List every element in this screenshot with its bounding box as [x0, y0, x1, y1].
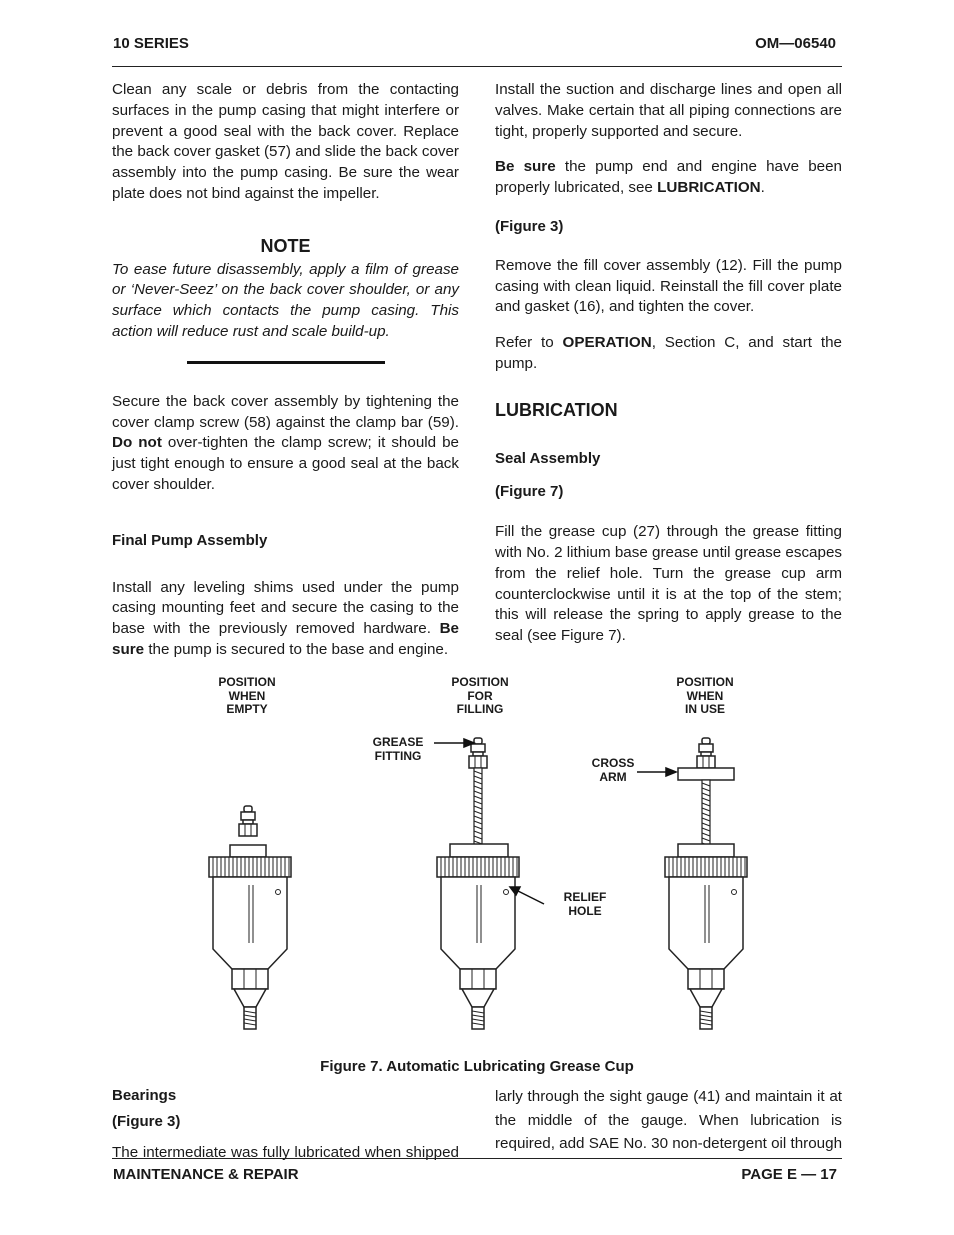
label-position-for-filling: POSITION FOR FILLING [451, 675, 509, 716]
label-grease-fitting: GREASE FITTING [372, 735, 424, 763]
footer-rule [112, 1158, 842, 1159]
operation-text-b: , Section C, and start the pump. [495, 334, 842, 372]
label-position-when-in-use: POSITION WHEN IN USE [676, 675, 734, 716]
lubrication-heading: LUBRICATION [495, 399, 618, 420]
seal-assembly-heading: Seal Assembly [495, 449, 601, 467]
header-series: 10 SERIES [113, 35, 189, 52]
operation-reference: OPERATION [562, 334, 652, 352]
grease-cup-filling [437, 738, 519, 1029]
figure-7-reference: (Figure 7) [495, 483, 564, 501]
lubricated-bold: Be sure [495, 158, 556, 176]
bearings-text-left: The intermediate was fully lubricated when shipped [112, 1144, 459, 1161]
back-cover-paragraph: Clean any scale or debris from the contacting surfaces in the pump casing that might interfere or prevent a good seal with the back cover. Replace the back cover gasket (57) and slide the back cover assembly into the pump casing. Be sure the wear plate does not bind against the impeller. [112, 81, 459, 202]
note-text: To ease future disassembly, apply a film of grease or ‘Never-Seez’ on the back cover shoulder, or any surface which contacts the pump casing. This action will reduce rust and scale build-up. [112, 260, 459, 340]
suction-lines-paragraph: Install the suction and discharge lines and open all valves. Make certain that all piping connections are tight, properly supported and secure. [495, 81, 842, 140]
final-text-b: the pump is secured to the base and engine. [148, 640, 449, 658]
bearings-figure-reference: (Figure 3) [112, 1113, 181, 1130]
final-pump-assembly-heading: Final Pump Assembly [112, 531, 268, 549]
final-text-a: Install any leveling shims used under the pump casing mounting feet and secure the casing to the base with the previously removed hardware. [112, 578, 459, 638]
label-position-when-empty: POSITION WHEN EMPTY [218, 675, 276, 716]
operation-text-a: Refer to [495, 334, 554, 352]
final-text-bold: Be sure [112, 620, 459, 658]
footer-page-number: PAGE E — 17 [741, 1166, 837, 1183]
lubricated-end: . [760, 179, 765, 197]
bearings-text-right: larly through the sight gauge (41) and maintain it at the middle of the gauge. When lubrication is required, add SAE No. 30 non-detergent oil through [495, 1088, 843, 1152]
bearings-heading: Bearings [112, 1087, 177, 1104]
grease-cup-in-use [665, 738, 747, 1029]
label-relief-hole: RELIEF HOLE [563, 890, 607, 918]
grease-cup-paragraph: Fill the grease cup (27) through the grease fitting with No. 2 lithium base grease until grease escapes from the relief hole. Turn the grease cup arm counterclockwise until it is at the top of the stem; this will release the spring to apply grease to the seal (see Figure 7). [495, 523, 842, 645]
label-cross-arm: CROSS ARM [591, 756, 635, 784]
footer-section: MAINTENANCE & REPAIR [113, 1166, 299, 1183]
figure-caption: Figure 7. Automatic Lubricating Grease Cup [320, 1058, 634, 1075]
lubrication-reference: LUBRICATION [657, 179, 761, 197]
fill-cover-paragraph: Remove the fill cover assembly (12). Fill the pump casing with clean liquid. Reinstall the fill cover plate and gasket (16), and tighten the cover. [495, 256, 842, 316]
figure-3-reference: (Figure 3) [495, 217, 564, 235]
clamp-text-bold: Do not [112, 434, 162, 452]
note-title: NOTE [260, 235, 311, 256]
header-document-number: OM—06540 [755, 35, 836, 52]
lubricated-text: the pump end and engine have been properly lubricated, see [495, 158, 842, 197]
clamp-text-b: over-tighten the clamp screw; it should be just tight enough to ensure a good seal at the back cover shoulder. [112, 434, 460, 493]
clamp-text-a: Secure the back cover assembly by tightening the cover clamp screw (58) against the clamp bar (59). [112, 392, 459, 431]
grease-cup-empty [209, 806, 291, 1029]
